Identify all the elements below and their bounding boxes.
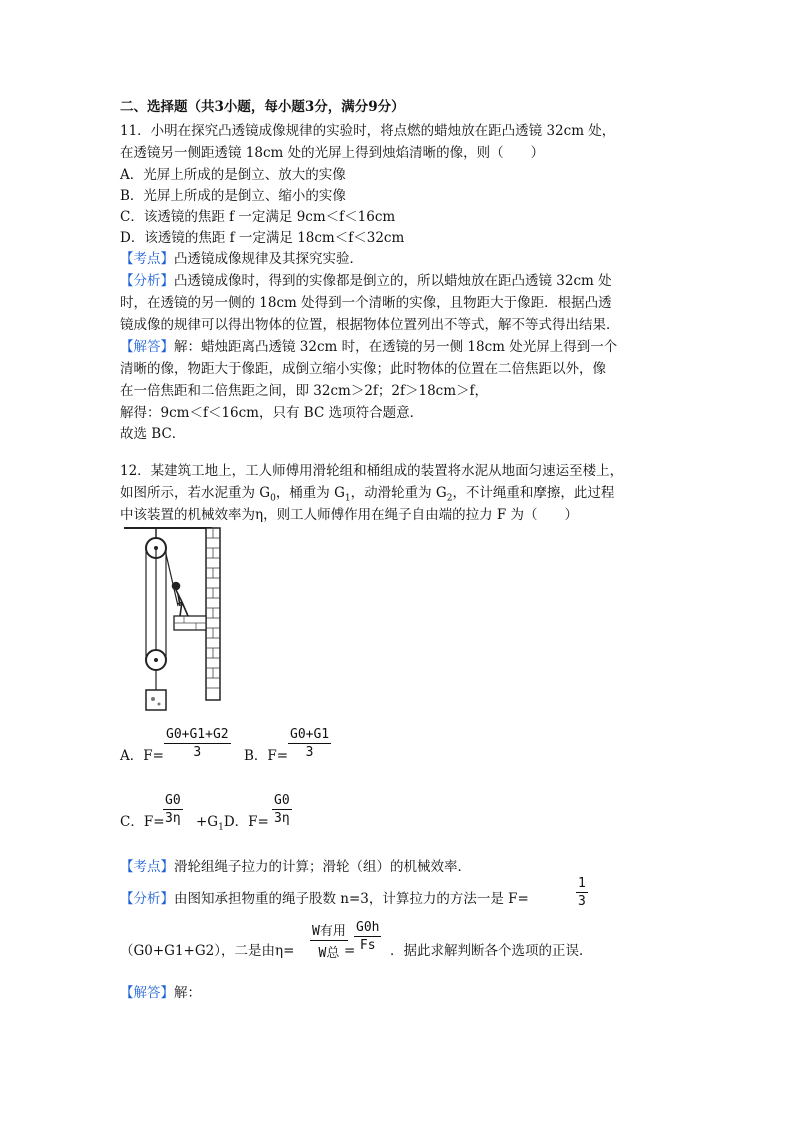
fraction-numerator: 1 — [578, 876, 586, 891]
q12-stem-line1: 12．某建筑工地上，工人师傅用滑轮组和桶组成的装置将水泥从地面匀速运至楼上， — [120, 463, 624, 479]
q11-option-b: B．光屏上所成的是倒立、缩小的实像 — [120, 188, 346, 204]
fenxi-text: 由图知承担物重的绳子股数 n=3，计算拉力的方法一是 F= — [174, 891, 529, 907]
q12-option-c-tail — [196, 813, 269, 837]
q11-jieda-line3: 在一倍焦距和二倍焦距之间，即 32cm＞2f；2f＞18cm＞f， — [120, 383, 489, 399]
q12-kaodian — [120, 858, 471, 876]
kaodian-tag: 【考点】 — [120, 251, 174, 267]
subscript: 0 — [270, 493, 276, 504]
fenxi-tag: 【分析】 — [120, 273, 174, 289]
q12-option-c-label: C．F= — [120, 814, 165, 830]
fraction-numerator: G0 — [165, 793, 181, 808]
fenxi-tag: 【分析】 — [120, 891, 174, 907]
section-title: 二、选择题（共3小题，每小题3分，满分9分） — [120, 99, 405, 115]
kaodian-text: 凸透镜成像规律及其探究实验． — [174, 251, 363, 267]
fraction-bar — [163, 809, 183, 810]
fraction-denominator: 3 — [578, 894, 586, 909]
q12-option-b-fraction — [288, 727, 331, 760]
q12-option-d-fraction — [272, 793, 292, 826]
fraction-bar — [354, 936, 381, 937]
q11-fenxi-line2: 时，在透镜的另一侧的 18cm 处得到一个清晰的实像，且物距大于像距．根据凸透 — [120, 295, 612, 311]
stem-part: ，桶重为 G — [275, 485, 345, 501]
rope — [146, 548, 178, 660]
fraction-bar — [310, 940, 348, 941]
subscript: 1 — [344, 493, 351, 504]
fraction-denominator: Fs — [359, 938, 376, 953]
q12-option-d-label: D．F= — [223, 814, 269, 830]
kaodian-tag: 【考点】 — [120, 859, 174, 875]
q12-stem-line3: 中该装置的机械效率为η，则工人师傅作用在绳子自由端的拉力 F 为（ ） — [120, 507, 579, 523]
fenxi-text: 凸透镜成像时，得到的实像都是倒立的，所以蜡烛放在距凸透镜 32cm 处 — [174, 273, 612, 289]
fraction-numerator: G0+G1 — [290, 727, 330, 742]
brick-wall — [206, 528, 220, 700]
jieda-tag: 【解答】 — [120, 339, 174, 355]
fraction-denominator: 3η — [274, 811, 290, 826]
q12-stem-line2 — [120, 484, 614, 508]
q11-fenxi-line1 — [120, 272, 612, 290]
fenxi-one-third — [576, 876, 588, 909]
fraction-numerator: W有用 — [312, 924, 346, 939]
fraction-numerator: G0h — [356, 920, 380, 935]
q12-option-a-fraction — [164, 727, 231, 760]
q12-fenxi-line2-a: （G0+G1+G2），二是由η= — [120, 943, 295, 959]
q11-option-c: C．该透镜的焦距 f 一定满足 9cm＜f＜16cm — [120, 209, 396, 225]
pulley-figure — [120, 524, 230, 724]
jieda-text: 解：蜡烛距离凸透镜 32cm 时，在透镜的另一侧 18cm 处光屏上得到一个 — [174, 339, 618, 355]
q11-option-a: A．光屏上所成的是倒立、放大的实像 — [120, 167, 346, 183]
equals-sign: = — [344, 943, 356, 959]
fraction-bar — [164, 743, 231, 744]
fraction-bar — [576, 892, 588, 893]
fraction-bar — [288, 743, 331, 744]
q11-fenxi-line3: 镜成像的规律可以得出物体的位置，根据物体位置列出不等式，解不等式得出结果． — [120, 317, 620, 333]
fraction-denominator: 3 — [193, 745, 202, 760]
worker — [173, 583, 189, 617]
subscript: 2 — [446, 493, 453, 504]
fraction-denominator: 3 — [305, 745, 314, 760]
q11-kaodian — [120, 250, 363, 268]
fraction-bar — [272, 809, 292, 810]
q11-jieda-line5: 故选 BC． — [120, 426, 186, 442]
q12-option-a-label: A．F= — [120, 748, 164, 764]
jieda-text: 解： — [174, 985, 201, 1001]
jieda-tag: 【解答】 — [120, 985, 174, 1001]
cement-bucket — [146, 690, 166, 710]
stem-part: ，动滑轮重为 G — [350, 485, 447, 501]
q12-fenxi-line1 — [120, 890, 529, 908]
fraction-numerator: G0+G1+G2 — [166, 727, 229, 742]
q11-stem-line1: 11．小明在探究凸透镜成像规律的实验时，将点燃的蜡烛放在距凸透镜 32cm 处， — [120, 123, 616, 139]
subscript: 1 — [218, 822, 224, 833]
fraction-numerator: G0 — [274, 793, 290, 808]
ratio-fraction — [354, 920, 381, 953]
stem-part: ，不计绳重和摩擦，此过程 — [452, 485, 615, 501]
kaodian-text: 滑轮组绳子拉力的计算；滑轮（组）的机械效率． — [174, 859, 471, 875]
q11-option-d: D．该透镜的焦距 f 一定满足 18cm＜f＜32cm — [120, 230, 405, 246]
option-c-term: +G — [196, 814, 219, 830]
q12-fenxi-line2-b: ．据此求解判断各个选项的正误． — [390, 943, 593, 959]
fraction-denominator: 3η — [165, 811, 181, 826]
fraction-denominator: W总 — [318, 946, 340, 961]
q11-stem-line2: 在透镜另一侧距透镜 18cm 处的光屏上得到烛焰清晰的像，则（ ） — [120, 145, 545, 161]
q12-option-c-fraction — [163, 793, 183, 826]
q12-option-b-label: B．F= — [244, 748, 289, 764]
q12-jieda — [120, 984, 201, 1002]
q11-jieda-line4: 解得：9cm＜f＜16cm，只有 BC 选项符合题意． — [120, 405, 424, 421]
efficiency-fraction — [310, 920, 348, 961]
q11-jieda-line1 — [120, 338, 617, 356]
stem-part: 如图所示，若水泥重为 G — [120, 485, 271, 501]
q11-jieda-line2: 清晰的像，物距大于像距，成倒立缩小实像；此时物体的位置在二倍焦距以外，像 — [120, 361, 606, 377]
